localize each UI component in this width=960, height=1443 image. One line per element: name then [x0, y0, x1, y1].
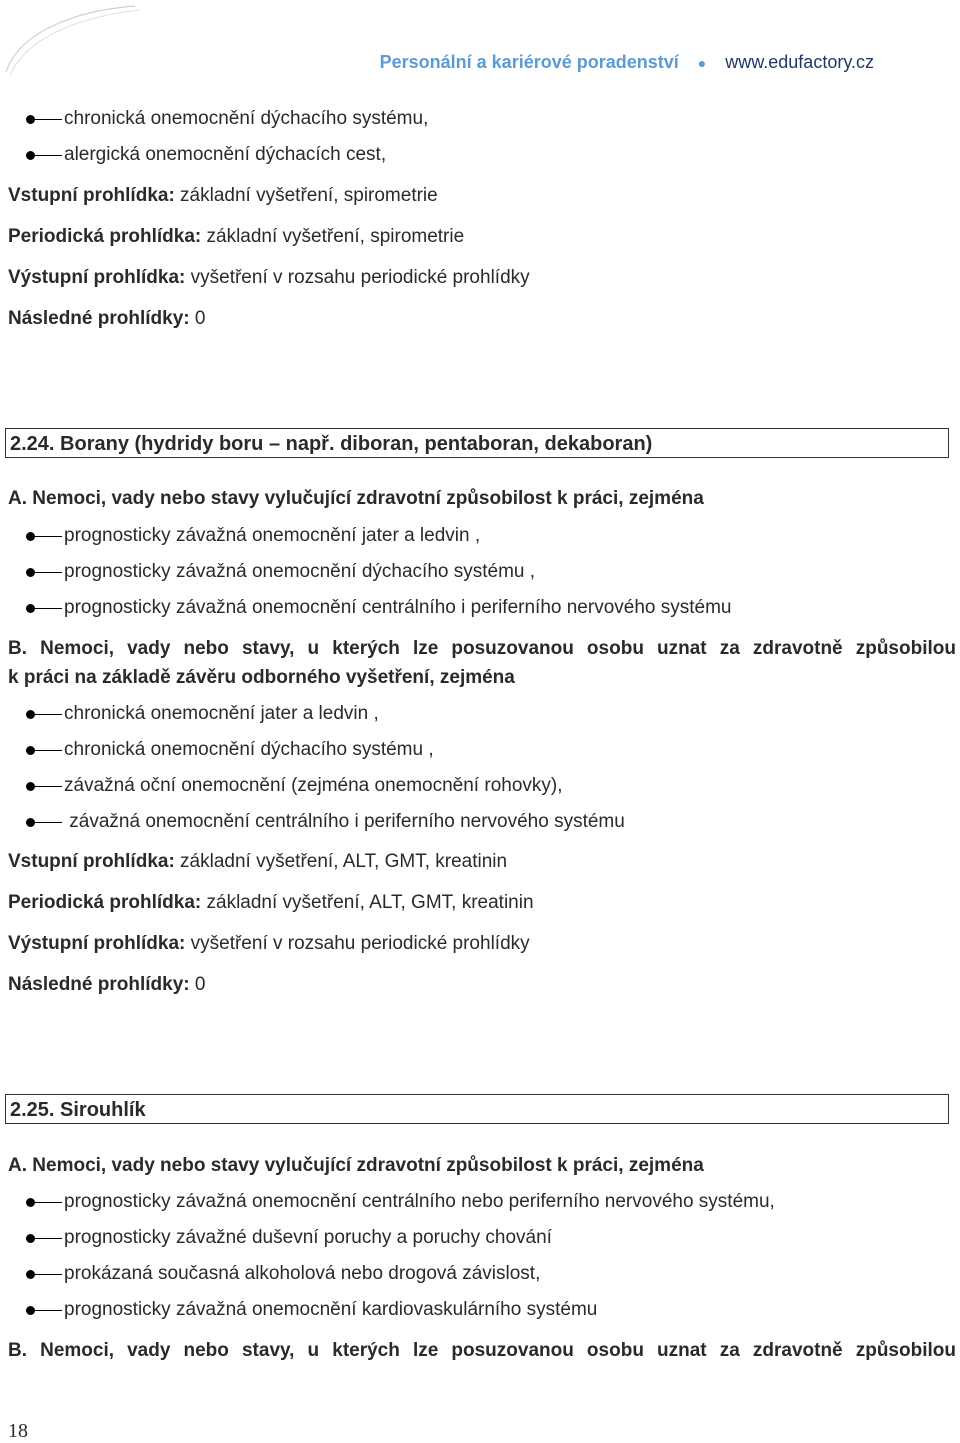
bullet-icon [26, 530, 62, 542]
exam-row: Následné prohlídky: 0 [8, 308, 206, 329]
list-item: prognosticky závažná onemocnění centrálního i periferního nervového systému [26, 597, 732, 619]
exam-row: Vstupní prohlídka: základní vyšetření, spirometrie [8, 185, 438, 206]
list-item: chronická onemocnění dýchacího systému, [26, 108, 428, 130]
a-heading: A. Nemoci, vady nebo stavy vylučující zdravotní způsobilost k práci, zejména [8, 488, 704, 509]
bullet-icon [26, 1232, 62, 1244]
exam-row: Vstupní prohlídka: základní vyšetření, ALT, GMT, kreatinin [8, 851, 508, 872]
bullet-icon [26, 149, 62, 161]
list-item: prokázaná současná alkoholová nebo drogová závislost, [26, 1263, 540, 1285]
bullet-icon [26, 113, 62, 125]
bullet-icon [26, 1304, 62, 1316]
bullet-icon [26, 816, 62, 828]
list-item: závažná onemocnění centrálního i periferního nervového systému [26, 811, 625, 833]
list-item: prognosticky závažná onemocnění jater a ledvin , [26, 525, 480, 547]
bullet-icon [26, 566, 62, 578]
exam-row: Periodická prohlídka: základní vyšetření, spirometrie [8, 226, 465, 247]
b-heading: B. Nemoci, vady nebo stavy, u kterých lze posuzovanou osobu uznat za zdravotně způsobilou [8, 638, 956, 659]
exam-row: Výstupní prohlídka: vyšetření v rozsahu periodické prohlídky [8, 933, 530, 954]
list-item: chronická onemocnění dýchacího systému , [26, 739, 434, 761]
b-heading-cont: k práci na základě závěru odborného vyšetření, zejména [8, 667, 515, 688]
list-item: prognosticky závažná onemocnění dýchacího systému , [26, 561, 535, 583]
section-title: 2.24. Borany (hydridy boru – např. diboran, pentaboran, dekaboran) [5, 428, 949, 458]
exam-row: Výstupní prohlídka: vyšetření v rozsahu periodické prohlídky [8, 267, 530, 288]
header-url[interactable]: www.edufactory.cz [725, 52, 874, 72]
list-item: alergická onemocnění dýchacích cest, [26, 144, 386, 166]
b-heading: B. Nemoci, vady nebo stavy, u kterých lze posuzovanou osobu uznat za zdravotně způsobilou [8, 1340, 956, 1361]
list-item: závažná oční onemocnění (zejména onemocnění rohovky), [26, 775, 563, 797]
a-heading: A. Nemoci, vady nebo stavy vylučující zdravotní způsobilost k práci, zejména [8, 1155, 704, 1176]
list-item: prognosticky závažná onemocnění centrálního nebo periferního nervového systému, [26, 1191, 775, 1213]
bullet-icon [26, 602, 62, 614]
bullet-icon [26, 708, 62, 720]
list-item: chronická onemocnění jater a ledvin , [26, 703, 379, 725]
exam-row: Následné prohlídky: 0 [8, 974, 206, 995]
list-item: prognosticky závažné duševní poruchy a poruchy chování [26, 1227, 552, 1249]
header-brand: Personální a kariérové poradenství [379, 52, 679, 72]
section-title: 2.25. Sirouhlík [5, 1094, 949, 1124]
bullet-icon [26, 1196, 62, 1208]
logo-swoosh [0, 0, 150, 80]
page-number: 18 [8, 1420, 28, 1442]
header-dot: ● [697, 55, 707, 71]
page-header [380, 52, 874, 73]
exam-row: Periodická prohlídka: základní vyšetření, ALT, GMT, kreatinin [8, 892, 534, 913]
bullet-icon [26, 744, 62, 756]
bullet-icon [26, 1268, 62, 1280]
bullet-icon [26, 780, 62, 792]
list-item: prognosticky závažná onemocnění kardiovaskulárního systému [26, 1299, 597, 1321]
